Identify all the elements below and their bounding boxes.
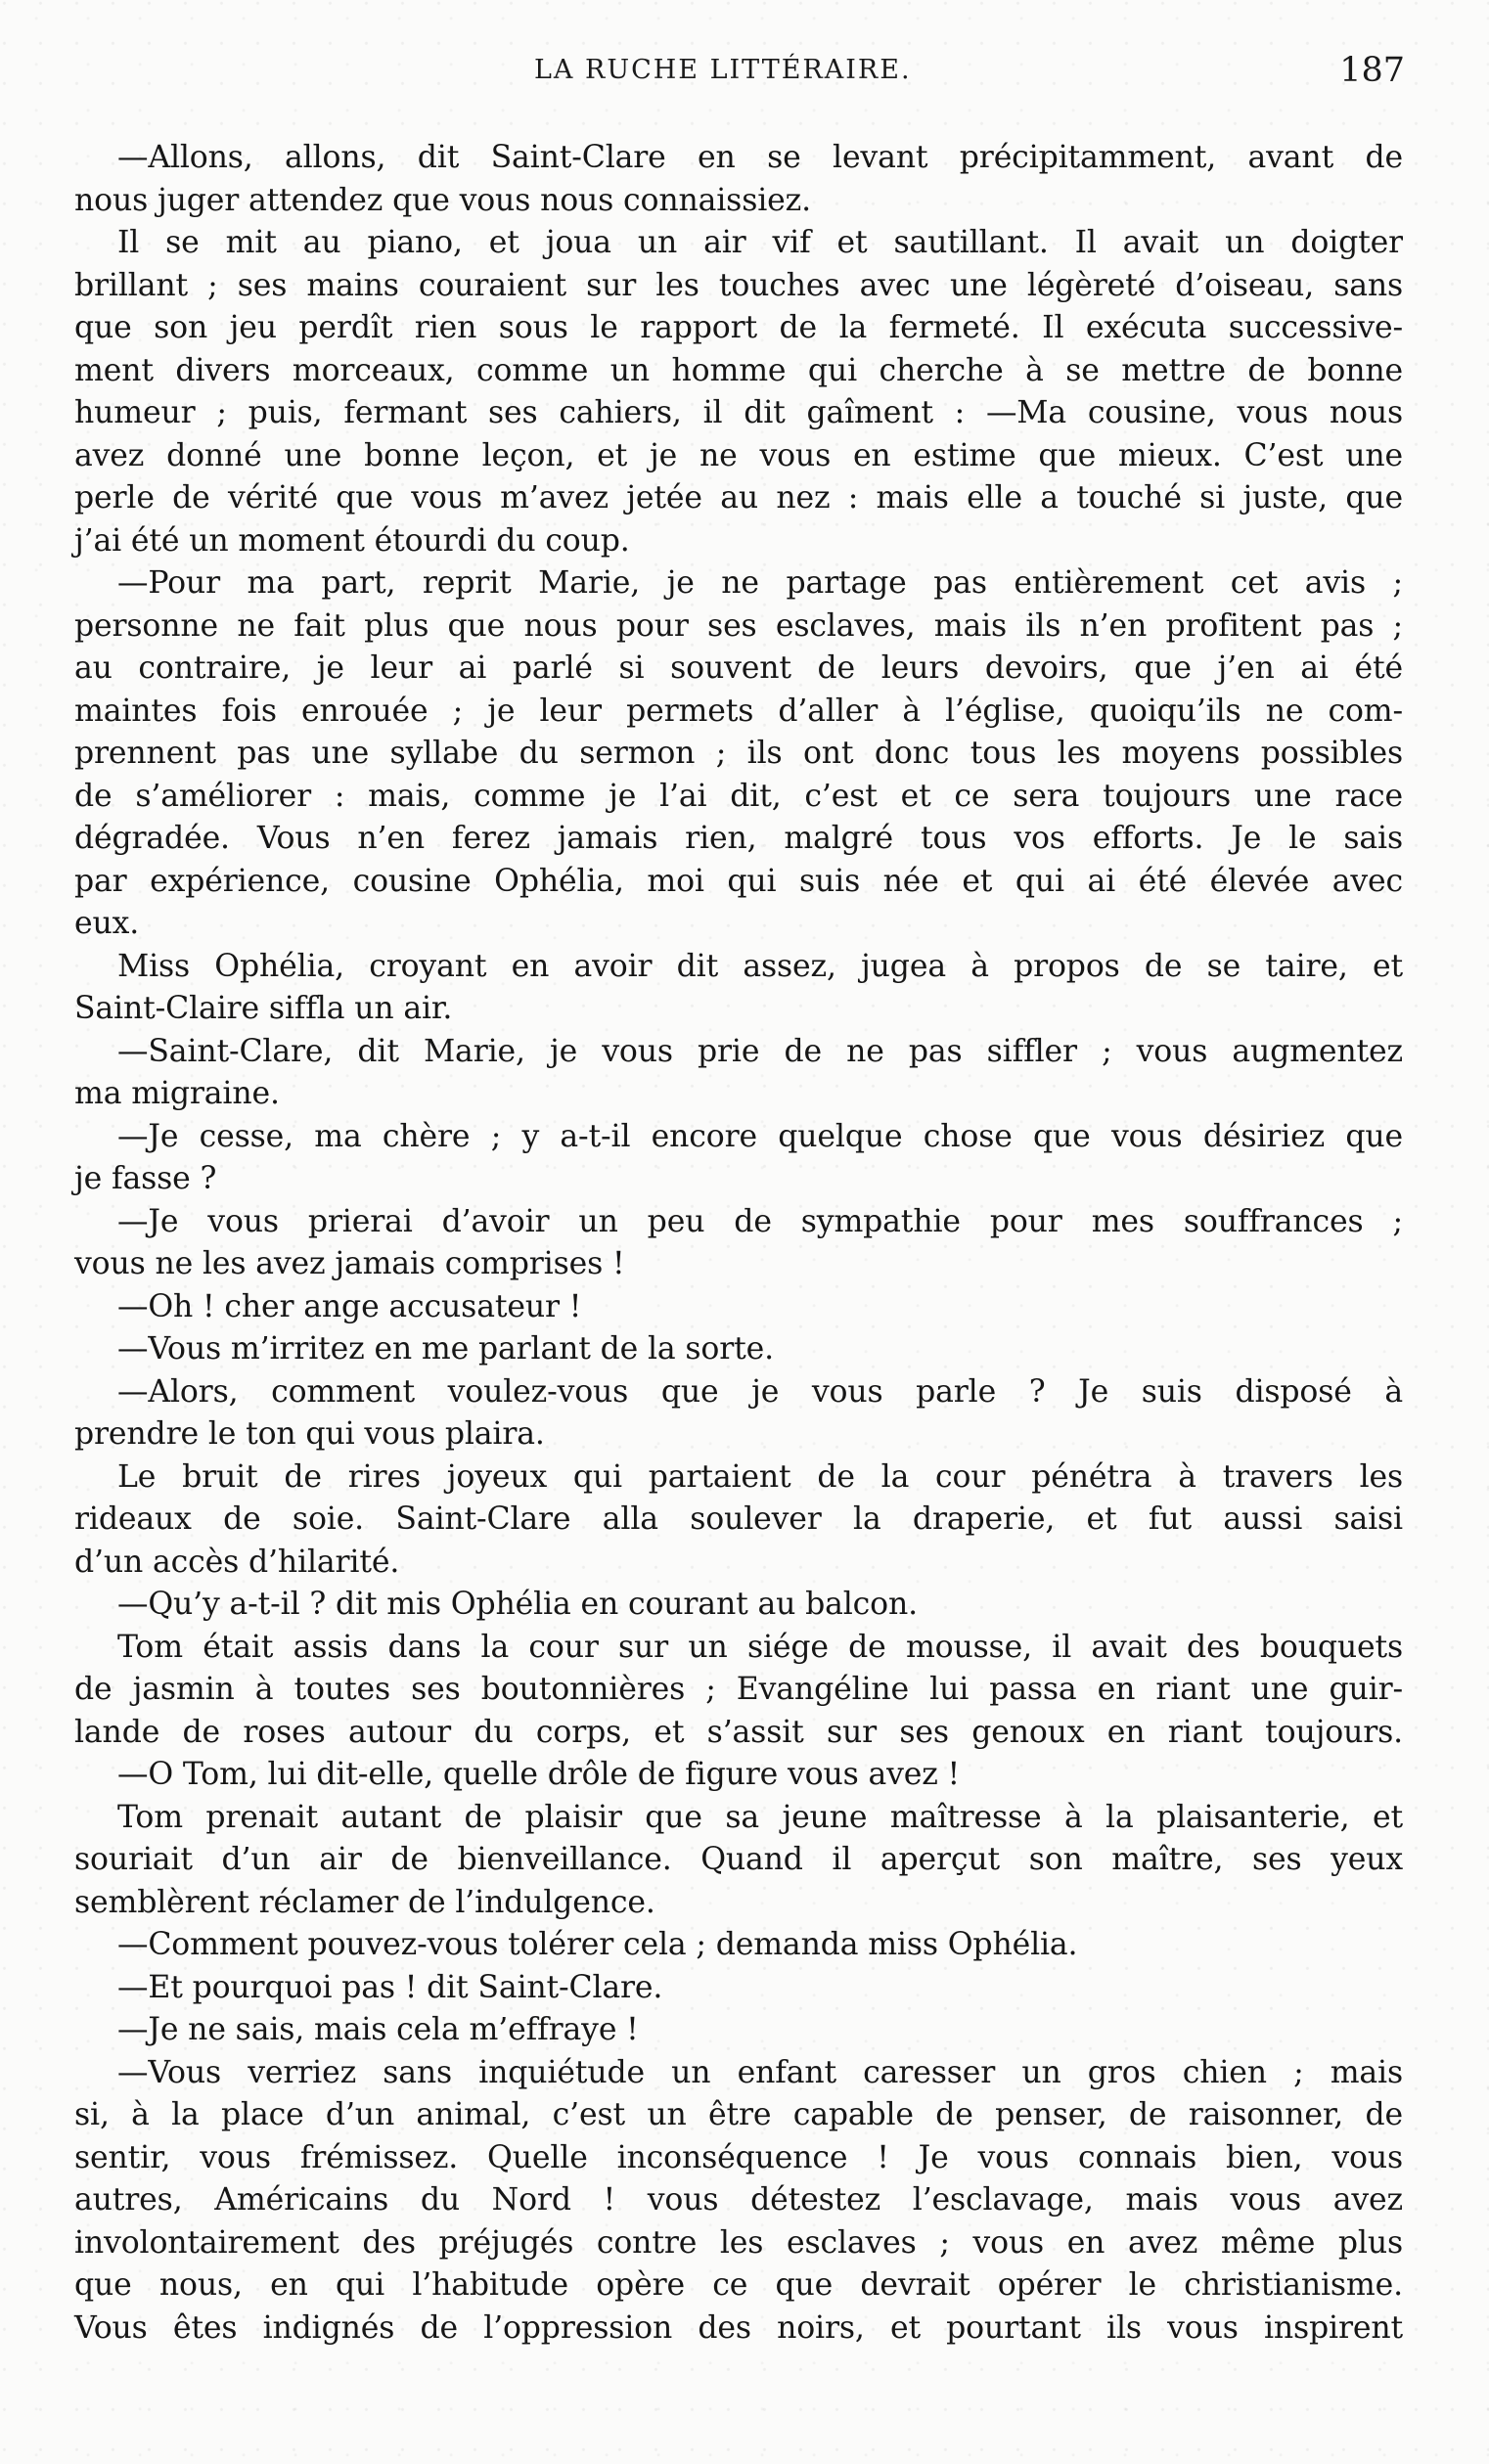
text-line: de s’améliorer : mais, comme je l’ai dit, c’est et ce sera toujours une race	[74, 778, 1403, 814]
text-line: —Qu’y a-t-il ? dit mis Ophélia en courant au balcon.	[117, 1587, 918, 1622]
text-line: Il se mit au piano, et joua un air vif et sautillant. Il avait un doigter	[117, 225, 1403, 260]
text-line: perle de vérité que vous m’avez jetée au nez : mais elle a touché si juste, que	[74, 480, 1403, 515]
text-line: par expérience, cousine Ophélia, moi qui suis née et qui ai été élevée avec	[74, 863, 1403, 899]
text-line: brillant ; ses mains couraient sur les touches avec une légèreté d’oiseau, sans	[74, 267, 1403, 303]
text-line: que nous, en qui l’habitude opère ce que devrait opérer le christianisme.	[74, 2267, 1403, 2303]
text-line: j’ai été un moment étourdi du coup.	[74, 522, 630, 559]
text-line: ment divers morceaux, comme un homme qui cherche à se mettre de bonne	[74, 352, 1403, 388]
text-line: involontairement des préjugés contre les esclaves ; vous en avez même plus	[74, 2224, 1403, 2261]
body-text	[67, 137, 1403, 2350]
text-line: Tom prenait autant de plaisir que sa jeune maîtresse à la plaisanterie, et	[117, 1799, 1403, 1835]
text-line: semblèrent réclamer de l’indulgence.	[74, 1884, 655, 1920]
page-number: 187	[1339, 51, 1405, 90]
text-line: que son jeu perdît rien sous le rapport de la fermeté. Il exécuta successive-	[74, 310, 1403, 345]
text-line: —Comment pouvez-vous tolérer cela ; demanda miss Ophélia.	[117, 1927, 1078, 1962]
text-line: —Pour ma part, reprit Marie, je ne partage pas entièrement cet avis ;	[117, 565, 1403, 601]
text-line: vous ne les avez jamais comprises !	[74, 1246, 625, 1281]
text-line: prendre le ton qui vous plaira.	[74, 1416, 545, 1452]
text-line: autres, Américains du Nord ! vous détestez l’esclavage, mais vous avez	[74, 2182, 1403, 2218]
text-line: d’un accès d’hilarité.	[74, 1544, 400, 1580]
page-header	[65, 51, 1405, 100]
text-line: eux.	[74, 906, 140, 941]
text-line: ma migraine.	[74, 1076, 280, 1111]
text-line: —Je cesse, ma chère ; y a-t-il encore quelque chose que vous désiriez que	[117, 1118, 1403, 1154]
text-line: dégradée. Vous n’en ferez jamais rien, malgré tous vos efforts. Je le sais	[74, 821, 1403, 856]
text-line: maintes fois enrouée ; je leur permets d’aller à l’église, quoiqu’ils ne com-	[74, 693, 1403, 729]
text-line: rideaux de soie. Saint-Clare alla soulever la draperie, et fut aussi saisi	[74, 1501, 1403, 1537]
text-line: avez donné une bonne leçon, et je ne vous en estime que mieux. C’est une	[74, 437, 1403, 473]
text-line: —Vous verriez sans inquiétude un enfant caresser un gros chien ; mais	[117, 2054, 1403, 2090]
text-line: humeur ; puis, fermant ses cahiers, il dit gaîment : —Ma cousine, vous nous	[74, 395, 1403, 430]
text-line: Tom était assis dans la cour sur un siége de mousse, il avait des bouquets	[117, 1629, 1403, 1665]
text-line: Le bruit de rires joyeux qui partaient de la cour pénétra à travers les	[117, 1458, 1403, 1495]
text-line: de jasmin à toutes ses boutonnières ; Evangéline lui passa en riant une guir-	[74, 1672, 1403, 1707]
text-line: sentir, vous frémissez. Quelle inconséquence ! Je vous connais bien, vous	[74, 2139, 1403, 2175]
text-line: prennent pas une syllabe du sermon ; ils ont donc tous les moyens possibles	[74, 736, 1403, 771]
running-title: LA RUCHE LITTÉRAIRE.	[534, 55, 912, 85]
text-line: Miss Ophélia, croyant en avoir dit assez, jugea à propos de se taire, et	[117, 948, 1403, 984]
text-line: —Je ne sais, mais cela m’effraye !	[117, 2012, 639, 2047]
text-line: —O Tom, lui dit-elle, quelle drôle de figure vous avez !	[117, 1757, 961, 1792]
text-line: lande de roses autour du corps, et s’assit sur ses genoux en riant toujours.	[74, 1714, 1403, 1750]
text-line: Vous êtes indignés de l’oppression des noirs, et pourtant ils vous inspirent	[74, 2309, 1403, 2346]
text-line: —Et pourquoi pas ! dit Saint-Clare.	[117, 1969, 663, 2005]
text-line: je fasse ?	[74, 1161, 217, 1196]
text-line: —Oh ! cher ange accusateur !	[117, 1288, 582, 1324]
text-line: —Alors, comment voulez-vous que je vous parle ? Je suis disposé à	[117, 1373, 1403, 1410]
text-line: —Je vous prierai d’avoir un peu de sympathie pour mes souffrances ;	[117, 1203, 1403, 1239]
text-line: —Allons, allons, dit Saint-Clare en se levant précipitamment, avant de	[117, 140, 1403, 175]
text-line: souriait d’un air de bienveillance. Quand il aperçut son maître, ses yeux	[74, 1842, 1403, 1877]
text-line: Saint-Claire siffla un air.	[74, 991, 453, 1026]
text-line: nous juger attendez que vous nous connaissiez.	[74, 182, 811, 218]
text-line: si, à la place d’un animal, c’est un être capable de penser, de raisonner, de	[74, 2097, 1403, 2132]
text-line: —Saint-Clare, dit Marie, je vous prie de ne pas siffler ; vous augmentez	[117, 1033, 1403, 1069]
text-line: personne ne fait plus que nous pour ses esclaves, mais ils n’en profitent pas ;	[74, 607, 1403, 644]
text-line: au contraire, je leur ai parlé si souvent de leurs devoirs, que j’en ai été	[74, 650, 1403, 686]
text-line: —Vous m’irritez en me parlant de la sorte.	[117, 1331, 775, 1366]
